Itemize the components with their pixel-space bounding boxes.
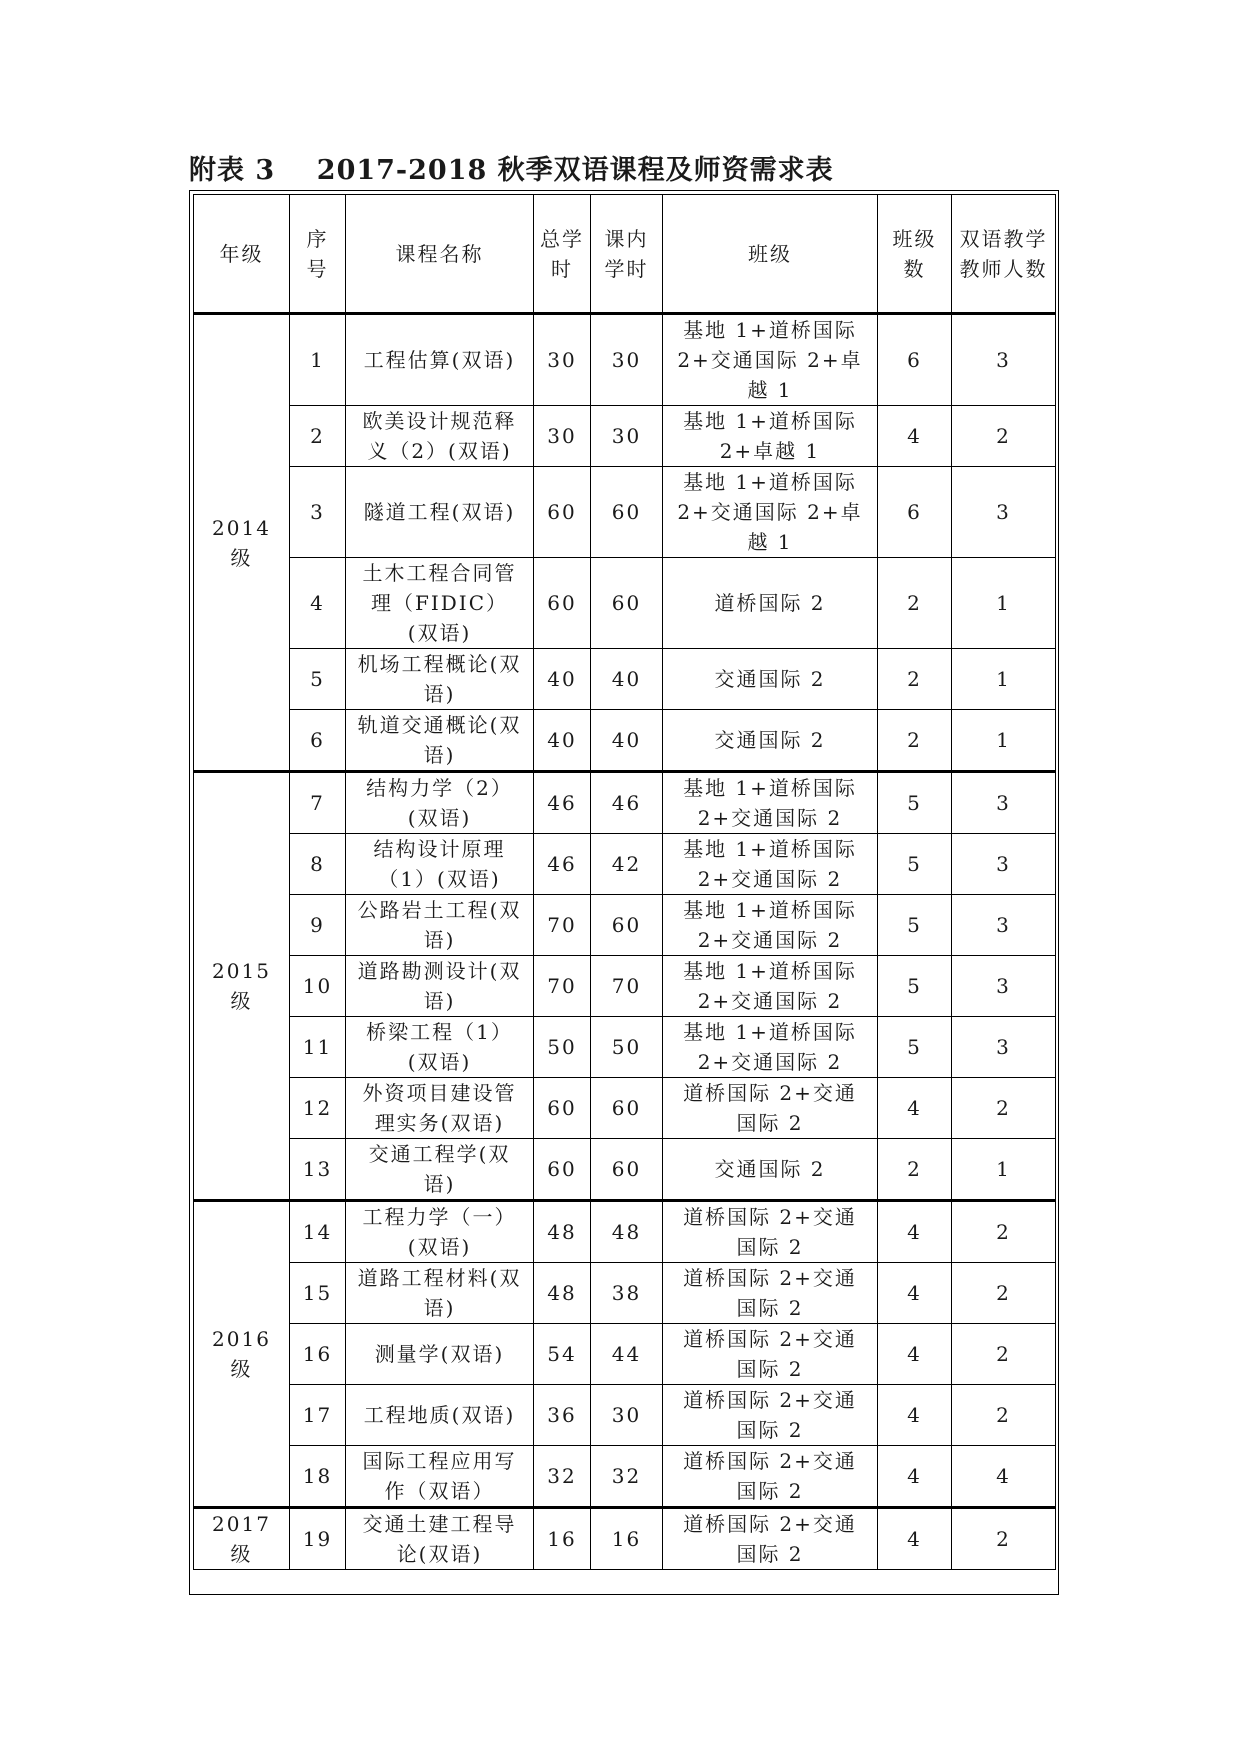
total-hours-cell: 16 xyxy=(534,1508,591,1570)
classes-cell: 基地 1+道桥国际 2+交通国际 2 xyxy=(663,895,878,956)
classes-cell: 交通国际 2 xyxy=(663,649,878,710)
class-hours-cell: 60 xyxy=(591,1078,663,1139)
teachers-cell: 3 xyxy=(952,314,1056,406)
course-name-cell: 外资项目建设管理实务(双语) xyxy=(346,1078,534,1139)
seq-cell: 3 xyxy=(290,467,346,558)
total-hours-cell: 70 xyxy=(534,956,591,1017)
table-row xyxy=(194,772,1056,834)
classes-cell: 基地 1+道桥国际 2+交通国际 2+卓越 1 xyxy=(663,314,878,406)
teachers-cell: 2 xyxy=(952,1324,1056,1385)
classes-cell: 交通国际 2 xyxy=(663,710,878,772)
total-hours-cell: 48 xyxy=(534,1201,591,1263)
class-count-cell: 4 xyxy=(878,406,952,467)
table-row xyxy=(194,1446,1056,1508)
class-hours-cell: 40 xyxy=(591,649,663,710)
class-hours-cell: 46 xyxy=(591,772,663,834)
course-table xyxy=(193,194,1056,1570)
class-count-cell: 4 xyxy=(878,1078,952,1139)
seq-cell: 12 xyxy=(290,1078,346,1139)
class-hours-cell: 30 xyxy=(591,314,663,406)
teachers-cell: 1 xyxy=(952,710,1056,772)
class-count-cell: 4 xyxy=(878,1201,952,1263)
classes-cell: 交通国际 2 xyxy=(663,1139,878,1201)
total-hours-cell: 54 xyxy=(534,1324,591,1385)
classes-cell: 道桥国际 2+交通国际 2 xyxy=(663,1078,878,1139)
table-row xyxy=(194,1324,1056,1385)
seq-cell: 5 xyxy=(290,649,346,710)
classes-cell: 基地 1+道桥国际 2+卓越 1 xyxy=(663,406,878,467)
header-grade: 年级 xyxy=(194,195,290,314)
class-hours-cell: 30 xyxy=(591,1385,663,1446)
seq-cell: 1 xyxy=(290,314,346,406)
class-hours-cell: 50 xyxy=(591,1017,663,1078)
course-name-cell: 欧美设计规范释义（2）(双语) xyxy=(346,406,534,467)
seq-cell: 18 xyxy=(290,1446,346,1508)
total-hours-cell: 60 xyxy=(534,1139,591,1201)
total-hours-cell: 60 xyxy=(534,467,591,558)
teachers-cell: 1 xyxy=(952,558,1056,649)
header-row xyxy=(194,195,1056,314)
class-hours-cell: 70 xyxy=(591,956,663,1017)
teachers-cell: 3 xyxy=(952,834,1056,895)
class-count-cell: 4 xyxy=(878,1263,952,1324)
total-hours-cell: 40 xyxy=(534,649,591,710)
table-row xyxy=(194,1078,1056,1139)
classes-cell: 道桥国际 2+交通国际 2 xyxy=(663,1446,878,1508)
course-name-cell: 工程力学（一）(双语) xyxy=(346,1201,534,1263)
seq-cell: 19 xyxy=(290,1508,346,1570)
total-hours-cell: 46 xyxy=(534,772,591,834)
teachers-cell: 2 xyxy=(952,1385,1056,1446)
teachers-cell: 2 xyxy=(952,1078,1056,1139)
seq-cell: 16 xyxy=(290,1324,346,1385)
total-hours-cell: 32 xyxy=(534,1446,591,1508)
seq-cell: 15 xyxy=(290,1263,346,1324)
table-row xyxy=(194,1508,1056,1570)
seq-cell: 2 xyxy=(290,406,346,467)
header-total-hours: 总学时 xyxy=(534,195,591,314)
class-hours-cell: 60 xyxy=(591,467,663,558)
total-hours-cell: 50 xyxy=(534,1017,591,1078)
class-hours-cell: 32 xyxy=(591,1446,663,1508)
total-hours-cell: 48 xyxy=(534,1263,591,1324)
header-class-count: 班级数 xyxy=(878,195,952,314)
grade-cell: 2017 级 xyxy=(194,1508,290,1570)
class-hours-cell: 44 xyxy=(591,1324,663,1385)
teachers-cell: 3 xyxy=(952,895,1056,956)
grade-cell: 2015 级 xyxy=(194,772,290,1201)
seq-cell: 9 xyxy=(290,895,346,956)
table-row xyxy=(194,649,1056,710)
seq-cell: 14 xyxy=(290,1201,346,1263)
class-count-cell: 4 xyxy=(878,1385,952,1446)
total-hours-cell: 46 xyxy=(534,834,591,895)
teachers-cell: 2 xyxy=(952,1201,1056,1263)
course-name-cell: 机场工程概论(双语) xyxy=(346,649,534,710)
table-row xyxy=(194,834,1056,895)
teachers-cell: 4 xyxy=(952,1446,1056,1508)
classes-cell: 基地 1+道桥国际 2+交通国际 2 xyxy=(663,834,878,895)
course-name-cell: 交通土建工程导论(双语) xyxy=(346,1508,534,1570)
seq-cell: 10 xyxy=(290,956,346,1017)
course-name-cell: 土木工程合同管理（FIDIC）(双语) xyxy=(346,558,534,649)
table-row xyxy=(194,1017,1056,1078)
class-hours-cell: 30 xyxy=(591,406,663,467)
seq-cell: 6 xyxy=(290,710,346,772)
course-name-cell: 道路工程材料(双语) xyxy=(346,1263,534,1324)
class-hours-cell: 38 xyxy=(591,1263,663,1324)
classes-cell: 基地 1+道桥国际 2+交通国际 2 xyxy=(663,1017,878,1078)
class-hours-cell: 40 xyxy=(591,710,663,772)
class-hours-cell: 60 xyxy=(591,558,663,649)
teachers-cell: 2 xyxy=(952,1263,1056,1324)
table-row xyxy=(194,558,1056,649)
table-body xyxy=(194,314,1056,1570)
course-name-cell: 结构力学（2）(双语) xyxy=(346,772,534,834)
classes-cell: 道桥国际 2+交通国际 2 xyxy=(663,1385,878,1446)
teachers-cell: 3 xyxy=(952,1017,1056,1078)
class-count-cell: 2 xyxy=(878,558,952,649)
course-name-cell: 桥梁工程（1）(双语) xyxy=(346,1017,534,1078)
header-course: 课程名称 xyxy=(346,195,534,314)
course-name-cell: 工程估算(双语) xyxy=(346,314,534,406)
classes-cell: 道桥国际 2 xyxy=(663,558,878,649)
class-count-cell: 5 xyxy=(878,895,952,956)
class-count-cell: 6 xyxy=(878,314,952,406)
class-hours-cell: 60 xyxy=(591,895,663,956)
classes-cell: 道桥国际 2+交通国际 2 xyxy=(663,1324,878,1385)
teachers-cell: 3 xyxy=(952,956,1056,1017)
class-hours-cell: 42 xyxy=(591,834,663,895)
total-hours-cell: 30 xyxy=(534,314,591,406)
class-count-cell: 4 xyxy=(878,1446,952,1508)
total-hours-cell: 30 xyxy=(534,406,591,467)
class-count-cell: 4 xyxy=(878,1324,952,1385)
class-hours-cell: 16 xyxy=(591,1508,663,1570)
table-row xyxy=(194,314,1056,406)
class-hours-cell: 48 xyxy=(591,1201,663,1263)
table-row xyxy=(194,1385,1056,1446)
header-seq: 序号 xyxy=(290,195,346,314)
table-row xyxy=(194,1263,1056,1324)
class-count-cell: 2 xyxy=(878,710,952,772)
class-count-cell: 4 xyxy=(878,1508,952,1570)
course-name-cell: 测量学(双语) xyxy=(346,1324,534,1385)
course-name-cell: 结构设计原理（1）(双语) xyxy=(346,834,534,895)
teachers-cell: 2 xyxy=(952,406,1056,467)
page-title: 附表 3 2017-2018 秋季双语课程及师资需求表 xyxy=(189,155,834,186)
total-hours-cell: 60 xyxy=(534,1078,591,1139)
seq-cell: 17 xyxy=(290,1385,346,1446)
teachers-cell: 1 xyxy=(952,649,1056,710)
table-row xyxy=(194,956,1056,1017)
teachers-cell: 2 xyxy=(952,1508,1056,1570)
class-count-cell: 2 xyxy=(878,649,952,710)
header-classes: 班级 xyxy=(663,195,878,314)
seq-cell: 13 xyxy=(290,1139,346,1201)
total-hours-cell: 70 xyxy=(534,895,591,956)
classes-cell: 道桥国际 2+交通国际 2 xyxy=(663,1263,878,1324)
course-name-cell: 交通工程学(双语) xyxy=(346,1139,534,1201)
course-name-cell: 道路勘测设计(双语) xyxy=(346,956,534,1017)
total-hours-cell: 40 xyxy=(534,710,591,772)
course-name-cell: 工程地质(双语) xyxy=(346,1385,534,1446)
seq-cell: 4 xyxy=(290,558,346,649)
classes-cell: 基地 1+道桥国际 2+交通国际 2 xyxy=(663,956,878,1017)
class-hours-cell: 60 xyxy=(591,1139,663,1201)
classes-cell: 道桥国际 2+交通国际 2 xyxy=(663,1508,878,1570)
course-name-cell: 隧道工程(双语) xyxy=(346,467,534,558)
total-hours-cell: 60 xyxy=(534,558,591,649)
classes-cell: 基地 1+道桥国际 2+交通国际 2 xyxy=(663,772,878,834)
seq-cell: 11 xyxy=(290,1017,346,1078)
classes-cell: 基地 1+道桥国际 2+交通国际 2+卓越 1 xyxy=(663,467,878,558)
class-count-cell: 6 xyxy=(878,467,952,558)
seq-cell: 8 xyxy=(290,834,346,895)
teachers-cell: 1 xyxy=(952,1139,1056,1201)
table-row xyxy=(194,1139,1056,1201)
classes-cell: 道桥国际 2+交通国际 2 xyxy=(663,1201,878,1263)
course-name-cell: 轨道交通概论(双语) xyxy=(346,710,534,772)
course-name-cell: 国际工程应用写作（双语） xyxy=(346,1446,534,1508)
table-row xyxy=(194,406,1056,467)
table-row xyxy=(194,1201,1056,1263)
seq-cell: 7 xyxy=(290,772,346,834)
grade-cell: 2016 级 xyxy=(194,1201,290,1508)
table-row xyxy=(194,467,1056,558)
course-name-cell: 公路岩土工程(双语) xyxy=(346,895,534,956)
table-row xyxy=(194,895,1056,956)
class-count-cell: 5 xyxy=(878,956,952,1017)
teachers-cell: 3 xyxy=(952,467,1056,558)
header-teachers: 双语教学教师人数 xyxy=(952,195,1056,314)
class-count-cell: 5 xyxy=(878,834,952,895)
teachers-cell: 3 xyxy=(952,772,1056,834)
class-count-cell: 5 xyxy=(878,1017,952,1078)
table-row xyxy=(194,710,1056,772)
class-count-cell: 2 xyxy=(878,1139,952,1201)
grade-cell: 2014 级 xyxy=(194,314,290,772)
class-count-cell: 5 xyxy=(878,772,952,834)
header-class-hours: 课内学时 xyxy=(591,195,663,314)
total-hours-cell: 36 xyxy=(534,1385,591,1446)
